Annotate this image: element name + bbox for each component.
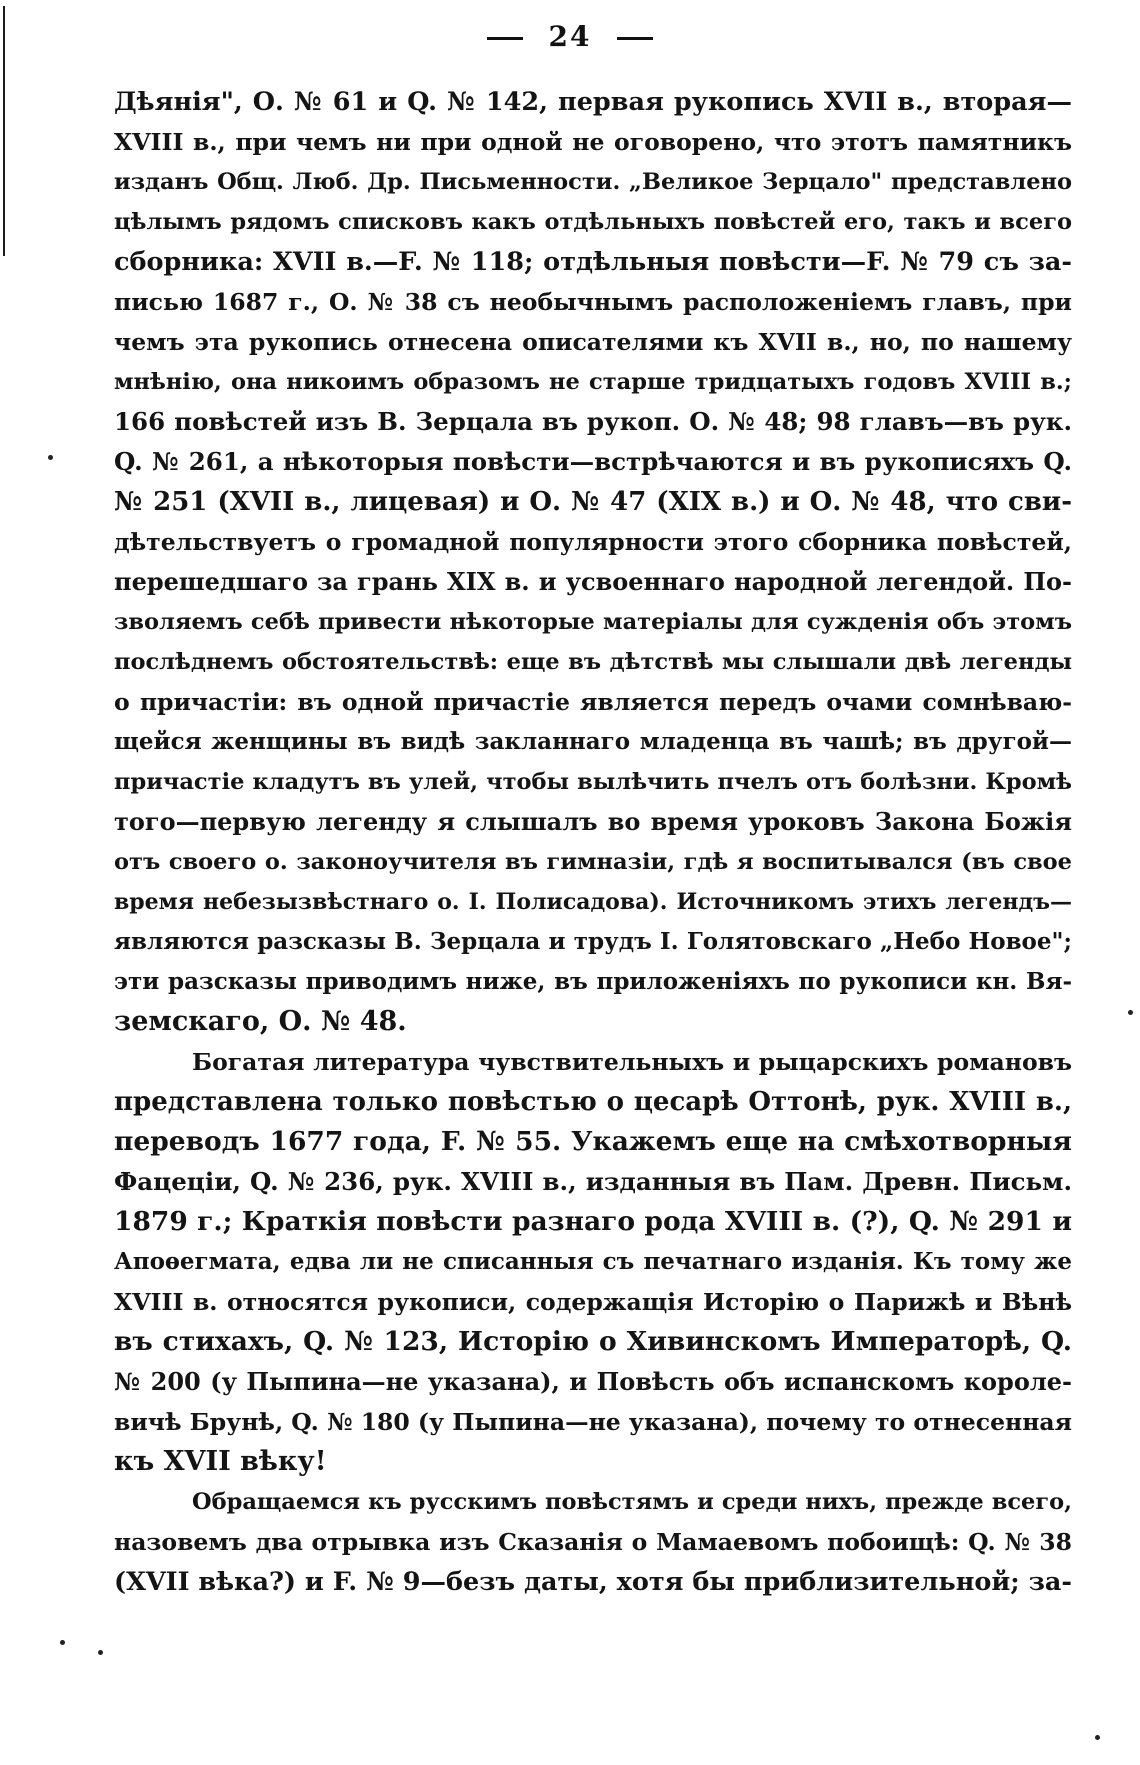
text-line: XVIII в., при чемъ ни при одной не оговорено, что этотъ памятникъ — [114, 128, 1072, 156]
text-line: назовемъ два отрывка изъ Сказанія о Мамаевомъ побоищѣ: Q. № 38 — [114, 1528, 1072, 1556]
text-line: послѣднемъ обстоятельствѣ: еще въ дѣтствѣ мы слышали двѣ легенды — [114, 649, 1072, 675]
print-speck — [60, 1640, 65, 1645]
text-line: Q. № 261, а нѣкоторыя повѣсти—встрѣчаются и въ рукописяхъ Q. — [114, 447, 1072, 476]
text-line: щейся женщины въ видѣ закланнаго младенца въ чашѣ; въ другой— — [114, 728, 1072, 755]
paragraph-2 — [114, 1042, 1072, 1482]
body-text — [114, 82, 1072, 1602]
text-line: XVIII в. относятся рукописи, содержащія Исторію о Парижѣ и Вѣнѣ — [114, 1288, 1072, 1316]
text-line: того—первую легенду я слышалъ во время уроковъ Закона Божія — [114, 807, 1072, 836]
text-line: дѣтельствуетъ о громадной популярности этого сборника повѣстей, — [114, 528, 1072, 556]
text-line: Дѣянія", О. № 61 и Q. № 142, первая рукопись XVII в., вторая— — [114, 87, 1072, 117]
header-dash-right — [617, 37, 653, 40]
text-line: переводъ 1677 года, F. № 55. Укажемъ еще на смѣхотворныя — [114, 1126, 1072, 1157]
text-line: 1879 г.; Краткія повѣсти разнаго рода XVIII в. (?), Q. № 291 и — [114, 1206, 1072, 1237]
paragraph-1 — [114, 82, 1072, 1042]
text-line: земскаго, О. № 48. — [114, 1006, 407, 1037]
text-line: № 251 (XVII в., лицевая) и О. № 47 (XIX в.) и О. № 48, что сви- — [114, 487, 1072, 517]
text-line: цѣлымъ рядомъ списковъ какъ отдѣльныхъ повѣстей его, такъ и всего — [114, 209, 1072, 235]
text-line: являются разсказы В. Зерцала и трудъ І. Голятовскаго „Небо Новое"; — [114, 928, 1072, 955]
text-line: писью 1687 г., О. № 38 съ необычнымъ расположеніемъ главъ, при — [114, 288, 1072, 316]
print-speck — [98, 1650, 103, 1655]
text-line: изданъ Общ. Люб. Др. Письменности. „Великое Зерцало" представлено — [114, 169, 1072, 195]
text-line: эти разсказы приводимъ ниже, въ приложеніяхъ по рукописи кн. Вя- — [114, 968, 1072, 995]
text-line: въ стихахъ, Q. № 123, Исторію о Хивинскомъ Императорѣ, Q. — [114, 1326, 1072, 1357]
text-line: представлена только повѣстью о цесарѣ Оттонѣ, рук. XVIII в., — [114, 1087, 1072, 1117]
text-line: Фацеціи, Q. № 236, рук. XVIII в., изданныя въ Пам. Древн. Письм. — [114, 1167, 1072, 1196]
text-line: Апоѳегмата, едва ли не списанныя съ печатнаго изданія. Къ тому же — [114, 1248, 1072, 1275]
print-speck — [48, 455, 53, 460]
text-line: Обращаемся къ русскимъ повѣстямъ и среди нихъ, прежде всего, — [192, 1489, 1072, 1515]
text-line: зволяемъ себѣ привести нѣкоторые матеріалы для сужденія объ этомъ — [114, 609, 1072, 635]
print-speck — [1095, 1735, 1100, 1740]
text-line: мнѣнію, она никоимъ образомъ не старше тридцатыхъ годовъ XVIII в.; — [114, 369, 1072, 395]
paragraph-3 — [114, 1482, 1072, 1602]
text-line: перешедшаго за грань XIX в. и усвоеннаго народной легендой. По- — [114, 567, 1072, 596]
header-dash-left — [487, 37, 523, 40]
text-line: отъ своего о. законоучителя въ гимназіи, гдѣ я воспитывался (въ свое — [114, 849, 1072, 875]
text-line: 166 повѣстей изъ В. Зерцала въ рукоп. О. № 48; 98 главъ—въ рук. — [114, 407, 1072, 436]
text-line: вичѣ Брунѣ, Q. № 180 (у Пыпина—не указана), почему то отнесенная — [114, 1408, 1072, 1436]
page-header — [0, 20, 1140, 53]
text-line: сборника: XVII в.—F. № 118; отдѣльныя повѣсти—F. № 79 съ за- — [114, 247, 1072, 277]
page-number: 24 — [548, 20, 592, 53]
text-line: причастіе кладутъ въ улей, чтобы вылѣчить пчелъ отъ болѣзни. Кромѣ — [114, 769, 1072, 795]
text-line: (XVII вѣка?) и F. № 9—безъ даты, хотя бы приблизительной; за- — [114, 1567, 1072, 1597]
text-line: о причастіи: въ одной причастіе является передъ очами сомнѣваю- — [114, 688, 1072, 716]
text-line: № 200 (у Пыпина—не указана), и Повѣсть объ испанскомъ короле- — [114, 1367, 1072, 1396]
text-line: время небезызвѣстнаго о. І. Полисадова). Источникомъ этихъ легендъ— — [114, 889, 1072, 915]
text-line: къ XVII вѣку! — [114, 1446, 327, 1477]
text-line: чемъ эта рукопись отнесена описателями къ XVII в., но, по нашему — [114, 328, 1072, 356]
text-line: Богатая литература чувствительныхъ и рыцарскихъ романовъ — [192, 1048, 1072, 1076]
print-speck — [1128, 1010, 1133, 1015]
